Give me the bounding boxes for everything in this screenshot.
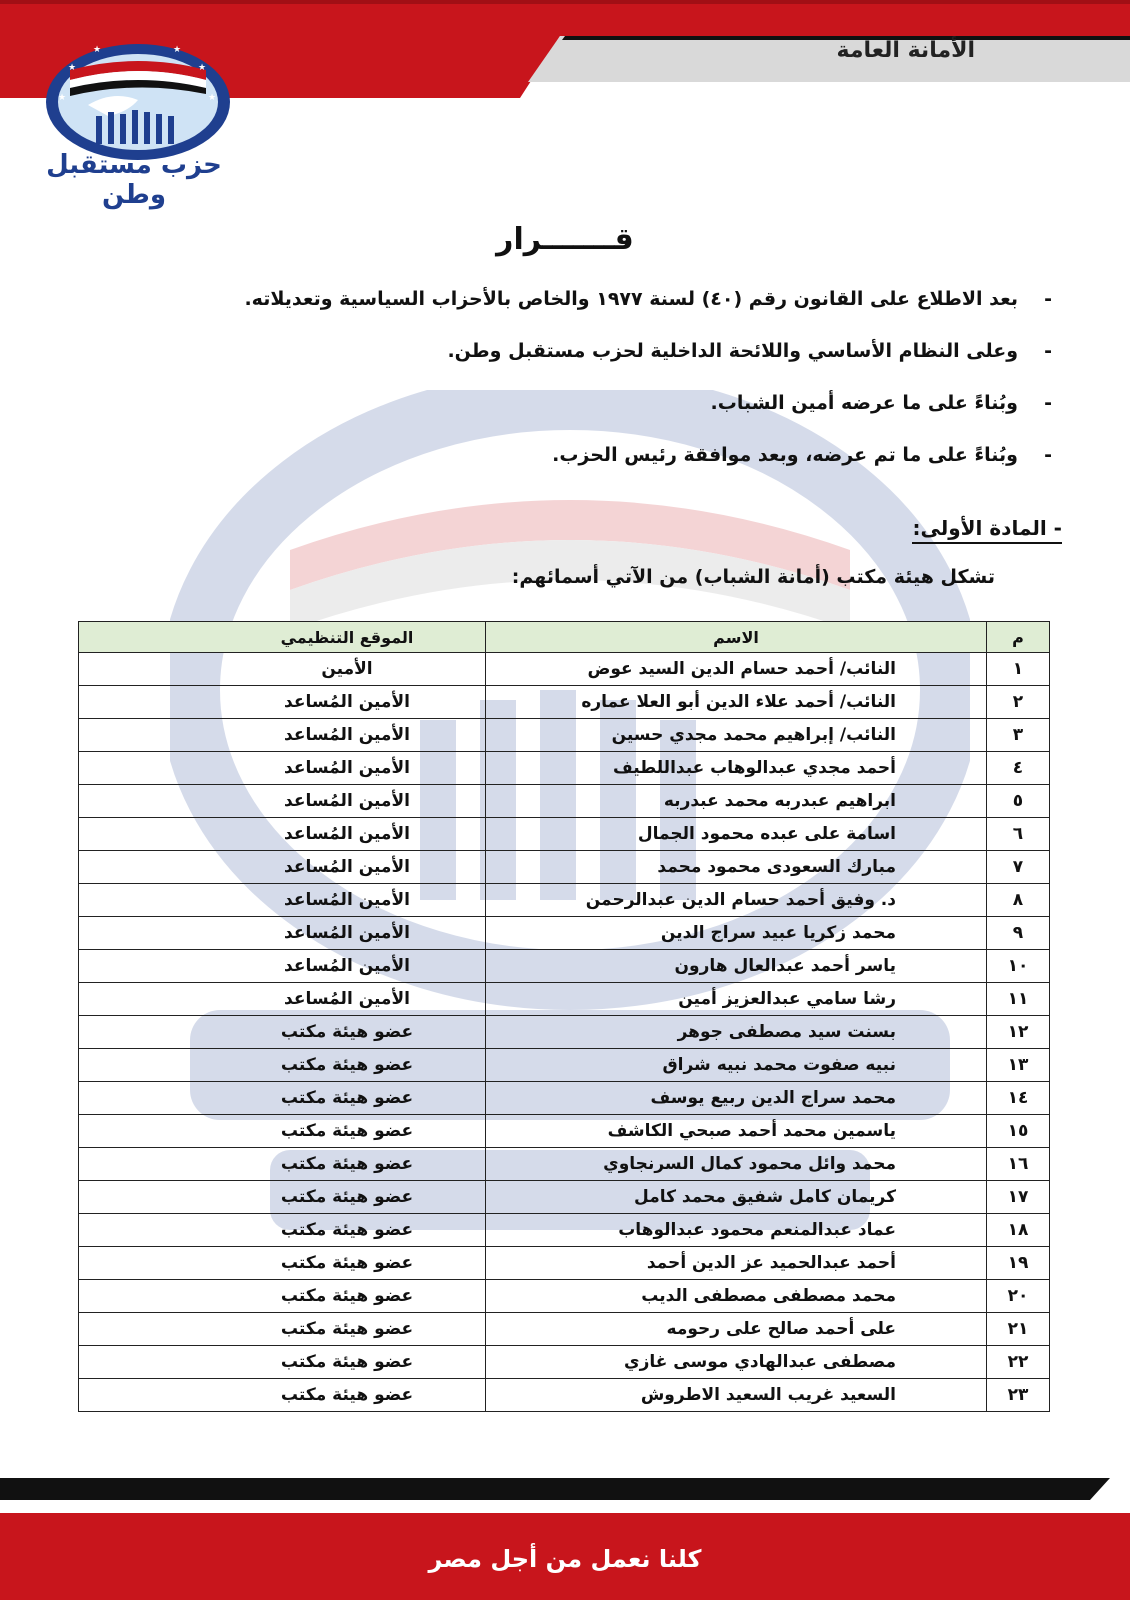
table-row: [79, 653, 1050, 686]
member-position: الأمين المُساعد: [79, 752, 486, 785]
member-position: عضو هيئة مكتب: [79, 1082, 486, 1115]
row-number: ١٣: [987, 1049, 1050, 1082]
member-name: مصطفى عبدالهادي موسى غازي: [624, 1352, 896, 1372]
table-row: [79, 1280, 1050, 1313]
clause-text: وعلى النظام الأساسي واللائحة الداخلية لحزب مستقبل وطن.: [447, 340, 1018, 362]
row-number: ٢٣: [987, 1379, 1050, 1412]
member-position: الأمين المُساعد: [79, 686, 486, 719]
member-name-cell: [486, 983, 987, 1016]
member-position: عضو هيئة مكتب: [79, 1115, 486, 1148]
member-name-cell: [486, 653, 987, 686]
clause-marker: -: [1044, 288, 1052, 310]
member-name-cell: [486, 1148, 987, 1181]
clause-marker: -: [1044, 392, 1052, 414]
member-position: عضو هيئة مكتب: [79, 1247, 486, 1280]
row-number: ٤: [987, 752, 1050, 785]
table-row: [79, 1247, 1050, 1280]
party-logo-text: حزب مستقبل وطن: [46, 150, 222, 210]
member-name-cell: [486, 686, 987, 719]
member-position: الأمين المُساعد: [79, 785, 486, 818]
svg-text:★: ★: [68, 63, 77, 73]
clause-text: وبُناءً على ما عرضه أمين الشباب.: [710, 392, 1018, 414]
svg-text:★: ★: [208, 93, 217, 103]
svg-text:★: ★: [198, 63, 207, 73]
member-position: عضو هيئة مكتب: [79, 1379, 486, 1412]
preamble-clauses: [152, 283, 1052, 491]
member-position: الأمين المُساعد: [79, 950, 486, 983]
table-header-row: [79, 622, 1050, 653]
member-name: النائب/ أحمد حسام الدين السيد عوض: [587, 659, 896, 679]
member-name: محمد زكريا عبيد سراج الدين: [660, 923, 896, 943]
member-name-cell: [486, 950, 987, 983]
table-row: [79, 917, 1050, 950]
header-position: الموقع التنظيمي: [79, 622, 486, 653]
department-title: الأمانة العامة: [836, 38, 975, 63]
member-name: محمد سراج الدين ربيع يوسف: [650, 1088, 896, 1108]
member-name-cell: [486, 1346, 987, 1379]
row-number: ١٥: [987, 1115, 1050, 1148]
member-name-cell: [486, 917, 987, 950]
member-name-cell: [486, 785, 987, 818]
table-row: [79, 1049, 1050, 1082]
member-name: بسنت سيد مصطفى جوهر: [677, 1022, 896, 1042]
row-number: ٩: [987, 917, 1050, 950]
row-number: ٢٢: [987, 1346, 1050, 1379]
member-name-cell: [486, 752, 987, 785]
member-name-cell: [486, 1115, 987, 1148]
table-row: [79, 1082, 1050, 1115]
member-position: الأمين المُساعد: [79, 818, 486, 851]
member-name: رشا سامي عبدالعزيز أمين: [678, 989, 896, 1009]
table-row: [79, 983, 1050, 1016]
member-position: عضو هيئة مكتب: [79, 1346, 486, 1379]
member-name-cell: [486, 1247, 987, 1280]
member-position: عضو هيئة مكتب: [79, 1181, 486, 1214]
row-number: ١٢: [987, 1016, 1050, 1049]
member-position: عضو هيئة مكتب: [79, 1049, 486, 1082]
member-name: السعيد غريب السعيد الاطروش: [640, 1385, 896, 1405]
member-name: على أحمد صالح على رحومه: [666, 1319, 896, 1339]
clause-text: بعد الاطلاع على القانون رقم (٤٠) لسنة ١٩٧٧ والخاص بالأحزاب السياسية وتعديلاته.: [244, 288, 1018, 310]
member-name: د. وفيق أحمد حسام الدين عبدالرحمن: [585, 890, 896, 910]
article-one-intro: تشكل هيئة مكتب (أمانة الشباب) من الآتي أسمائهم:: [511, 566, 995, 588]
member-position: الأمين: [79, 653, 486, 686]
clause-item: [152, 439, 1052, 491]
member-position: عضو هيئة مكتب: [79, 1280, 486, 1313]
member-position: الأمين المُساعد: [79, 983, 486, 1016]
table-row: [79, 785, 1050, 818]
table-row: [79, 1346, 1050, 1379]
member-position: الأمين المُساعد: [79, 851, 486, 884]
table-row: [79, 1181, 1050, 1214]
svg-text:★: ★: [173, 45, 182, 55]
table-row: [79, 719, 1050, 752]
member-name: ابراهيم عبدربه محمد عبدربه: [663, 791, 896, 811]
table-row: [79, 1379, 1050, 1412]
member-name-cell: [486, 851, 987, 884]
member-name-cell: [486, 1181, 987, 1214]
footer-black-stripe: [0, 1478, 1130, 1500]
member-name: النائب/ إبراهيم محمد مجدي حسين: [611, 725, 896, 745]
row-number: ٢١: [987, 1313, 1050, 1346]
row-number: ٢٠: [987, 1280, 1050, 1313]
row-number: ١٨: [987, 1214, 1050, 1247]
row-number: ١: [987, 653, 1050, 686]
row-number: ١٦: [987, 1148, 1050, 1181]
table-row: [79, 884, 1050, 917]
table-row: [79, 818, 1050, 851]
member-name: عماد عبدالمنعم محمود عبدالوهاب: [618, 1220, 896, 1240]
header-num: م: [987, 622, 1050, 653]
decision-title: قـــــــرار: [496, 222, 634, 257]
member-name: محمد وائل محمود كمال السرنجاوي: [603, 1154, 896, 1174]
member-name-cell: [486, 1280, 987, 1313]
member-name-cell: [486, 719, 987, 752]
clause-text: وبُناءً على ما تم عرضه، وبعد موافقة رئيس الحزب.: [552, 444, 1018, 466]
clause-item: [152, 387, 1052, 439]
table-row: [79, 851, 1050, 884]
row-number: ٨: [987, 884, 1050, 917]
table-row: [79, 1214, 1050, 1247]
clause-item: [152, 283, 1052, 335]
member-name: أحمد مجدي عبدالوهاب عبداللطيف: [613, 758, 896, 778]
member-name: ياسمين محمد أحمد صبحي الكاشف: [607, 1121, 896, 1141]
row-number: ١١: [987, 983, 1050, 1016]
member-name: محمد مصطفى مصطفى الديب: [641, 1286, 896, 1306]
member-name-cell: [486, 1379, 987, 1412]
member-name: النائب/ أحمد علاء الدين أبو العلا عماره: [581, 692, 896, 712]
member-name: اسامة على عبده محمود الجمال: [637, 824, 896, 844]
member-position: عضو هيئة مكتب: [79, 1148, 486, 1181]
member-name: ياسر أحمد عبدالعال هارون: [674, 956, 896, 976]
clause-marker: -: [1044, 340, 1052, 362]
row-number: ١٠: [987, 950, 1050, 983]
table-row: [79, 752, 1050, 785]
row-number: ٦: [987, 818, 1050, 851]
clause-marker: -: [1044, 444, 1052, 466]
member-name: أحمد عبدالحميد عز الدين أحمد: [646, 1253, 896, 1273]
member-name-cell: [486, 1313, 987, 1346]
member-name: كريمان كامل شفيق محمد كامل: [634, 1187, 896, 1207]
table-row: [79, 1115, 1050, 1148]
footer-slogan: كلنا نعمل من أجل مصر: [428, 1545, 702, 1573]
member-position: عضو هيئة مكتب: [79, 1016, 486, 1049]
row-number: ٢: [987, 686, 1050, 719]
row-number: ١٧: [987, 1181, 1050, 1214]
header-name: الاسم: [486, 622, 987, 653]
svg-text:★: ★: [58, 93, 67, 103]
member-name-cell: [486, 1082, 987, 1115]
row-number: ١٤: [987, 1082, 1050, 1115]
table-row: [79, 950, 1050, 983]
row-number: ٣: [987, 719, 1050, 752]
table-row: [79, 1148, 1050, 1181]
member-name-cell: [486, 1214, 987, 1247]
members-table: [78, 621, 1050, 1412]
table-row: [79, 1313, 1050, 1346]
clause-item: [152, 335, 1052, 387]
table-row: [79, 1016, 1050, 1049]
member-position: الأمين المُساعد: [79, 884, 486, 917]
row-number: ١٩: [987, 1247, 1050, 1280]
member-name-cell: [486, 818, 987, 851]
article-one-heading: - المادة الأولى:: [912, 516, 1062, 544]
svg-text:★: ★: [93, 45, 102, 55]
member-name-cell: [486, 1016, 987, 1049]
member-name: نبيه صفوت محمد نبيه شراق: [662, 1055, 896, 1075]
member-name-cell: [486, 1049, 987, 1082]
table-row: [79, 686, 1050, 719]
row-number: ٧: [987, 851, 1050, 884]
member-position: الأمين المُساعد: [79, 719, 486, 752]
member-position: الأمين المُساعد: [79, 917, 486, 950]
member-name: مبارك السعودى محمود محمد: [657, 857, 896, 877]
row-number: ٥: [987, 785, 1050, 818]
member-position: عضو هيئة مكتب: [79, 1313, 486, 1346]
member-name-cell: [486, 884, 987, 917]
member-position: عضو هيئة مكتب: [79, 1214, 486, 1247]
